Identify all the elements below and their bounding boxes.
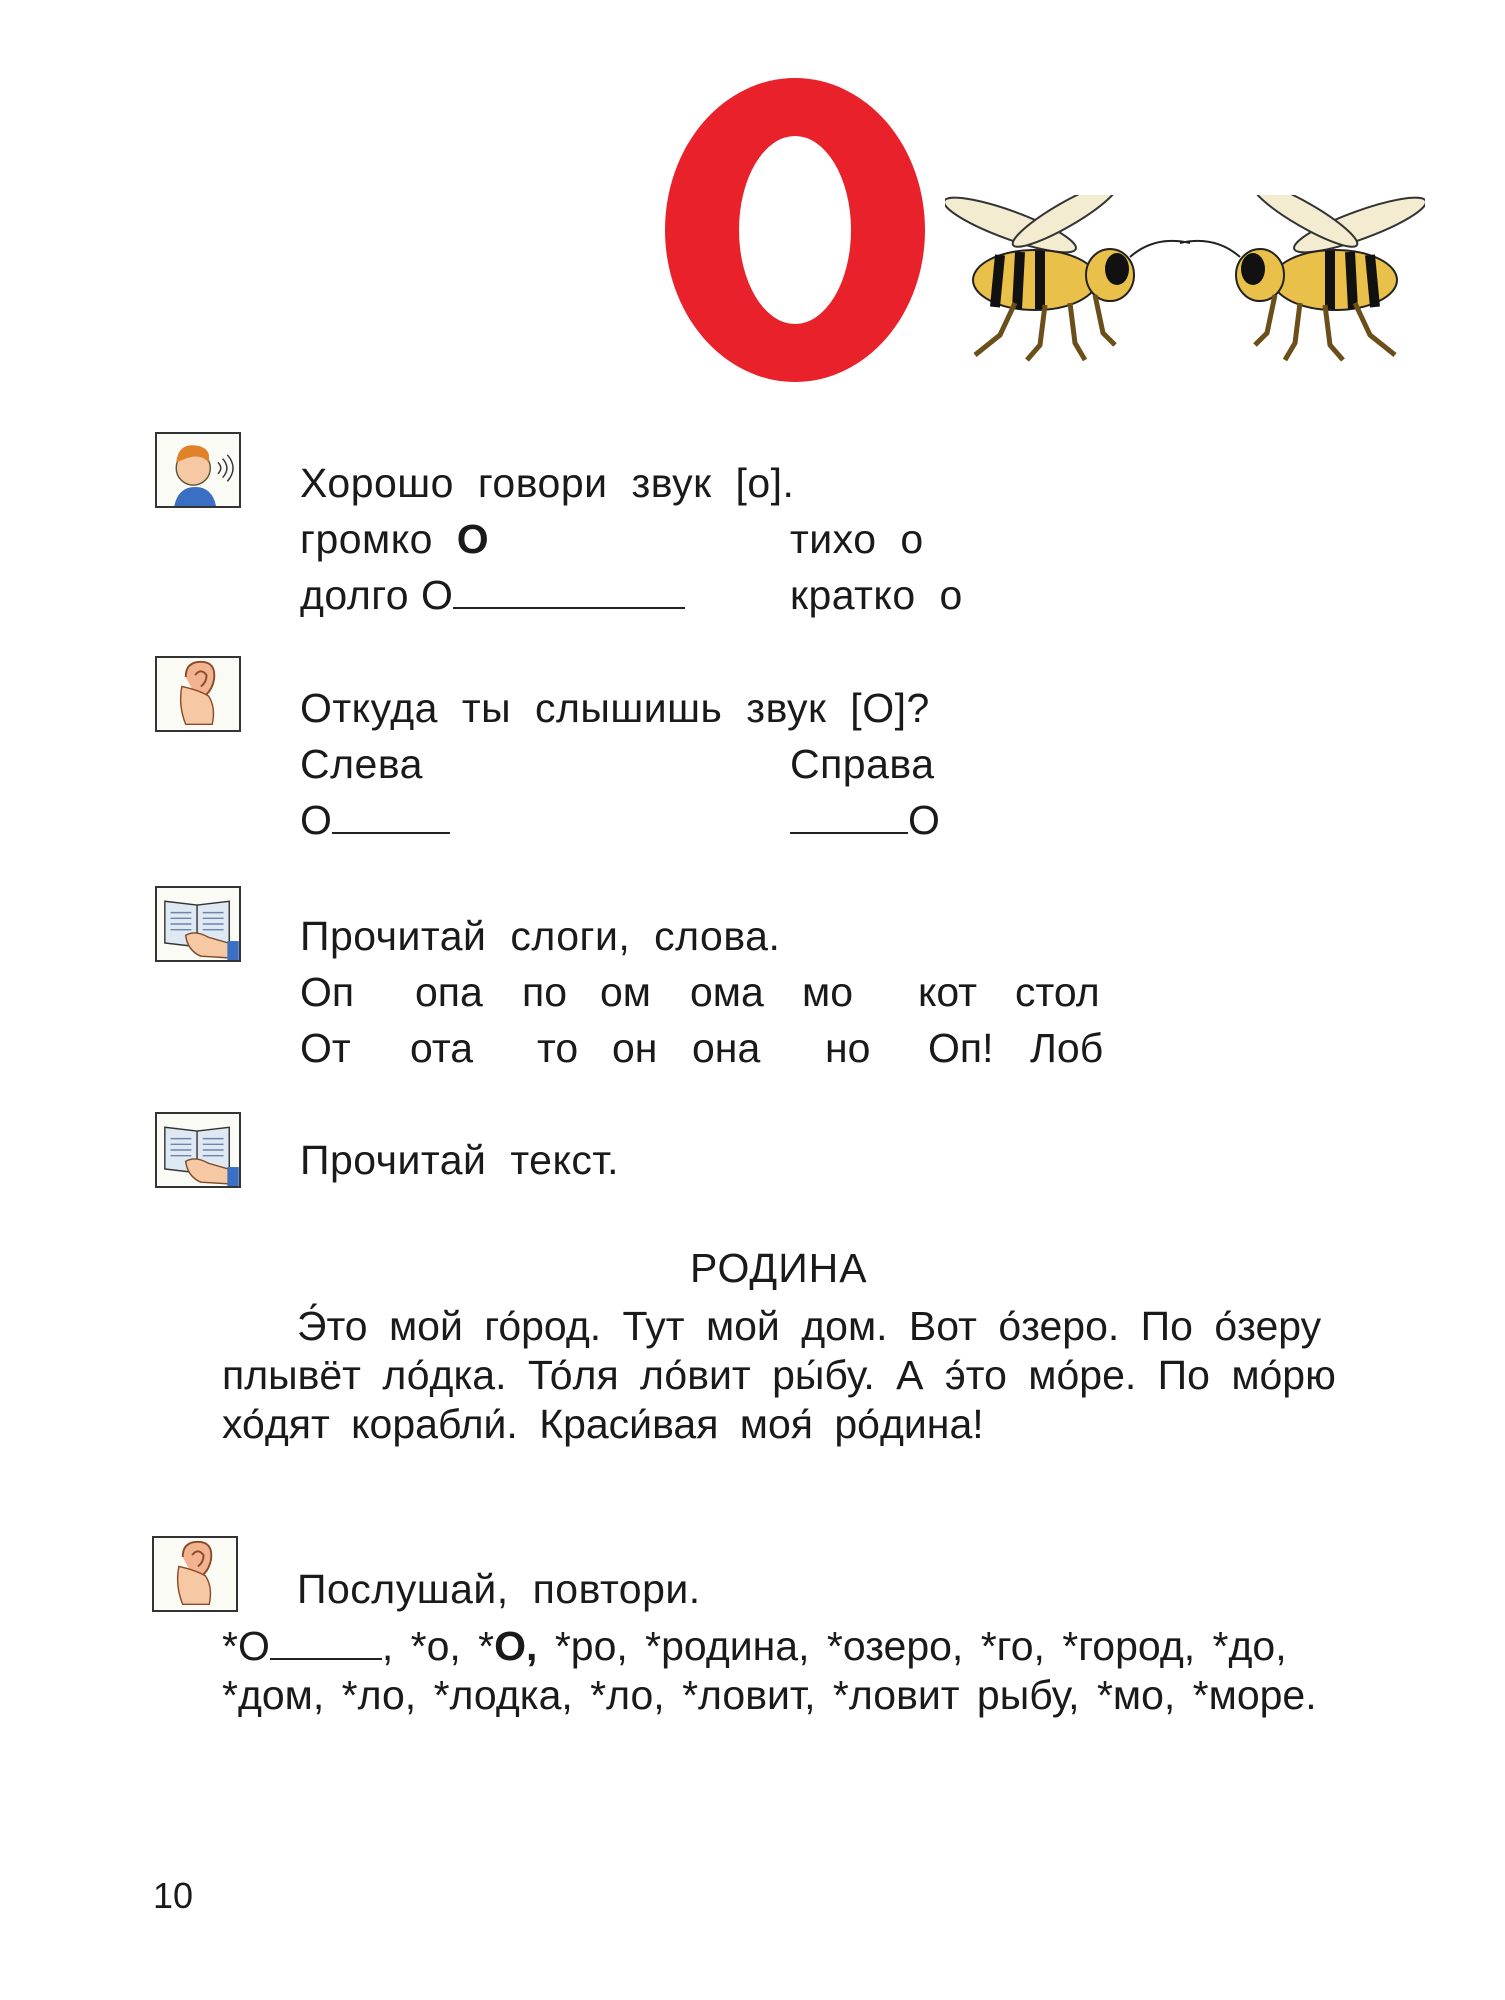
loud-letter: О bbox=[456, 516, 490, 562]
syllable: она bbox=[692, 1025, 761, 1071]
ear-icon bbox=[155, 656, 241, 732]
story-title: РОДИНА bbox=[690, 1245, 868, 1291]
left-sound-line bbox=[300, 796, 450, 844]
repeat-rest: *ро, *родина, *озеро, *го, *город, *до, *дом, *ло, *лодка, *ло, *ловит, *ловит рыбу, *мо, *море. bbox=[222, 1623, 1317, 1718]
syllable: От bbox=[300, 1025, 351, 1071]
section5-instruction: Послушай, повтори. bbox=[297, 1566, 701, 1612]
long-label: долго О bbox=[300, 572, 454, 618]
reading-book-icon bbox=[155, 1112, 241, 1188]
left-letter: О bbox=[300, 797, 333, 843]
repeat-after-blank: , *о, * bbox=[381, 1623, 495, 1669]
reading-book-icon bbox=[155, 886, 241, 962]
syllable: по bbox=[522, 969, 568, 1015]
word: стол bbox=[1015, 969, 1100, 1015]
right-letter: О bbox=[908, 797, 941, 843]
repeat-first: *О bbox=[222, 1623, 270, 1669]
ear-icon bbox=[152, 1536, 238, 1612]
repeat-blank bbox=[270, 1628, 382, 1660]
syllable: ома bbox=[690, 969, 764, 1015]
section1-instruction: Хорошо говори звук [о]. bbox=[300, 460, 795, 506]
right-label: Справа bbox=[790, 741, 935, 787]
syllable: ом bbox=[600, 969, 651, 1015]
word: кот bbox=[918, 969, 978, 1015]
bee-left-icon bbox=[945, 195, 1190, 360]
left-label: Слева bbox=[300, 741, 423, 787]
loud-line bbox=[300, 515, 489, 563]
left-blank bbox=[332, 802, 450, 834]
bee-right-icon bbox=[1180, 195, 1425, 360]
word: Лоб bbox=[1030, 1025, 1104, 1071]
short-line: кратко о bbox=[790, 572, 963, 618]
page-number: 10 bbox=[153, 1875, 194, 1916]
repeat-bold-letter: О, bbox=[494, 1623, 538, 1669]
long-blank bbox=[453, 577, 685, 609]
syllable: он bbox=[612, 1025, 658, 1071]
story-text bbox=[222, 1302, 1392, 1449]
section4-instruction: Прочитай текст. bbox=[300, 1137, 619, 1183]
syllable: ота bbox=[410, 1025, 474, 1071]
section3-instruction: Прочитай слоги, слова. bbox=[300, 913, 781, 959]
bees-illustration bbox=[945, 195, 1425, 375]
big-letter-o bbox=[655, 70, 935, 390]
repeat-list bbox=[222, 1622, 1397, 1720]
speaking-boy-icon bbox=[155, 432, 241, 508]
right-blank bbox=[790, 802, 908, 834]
quiet-line: тихо о bbox=[790, 516, 924, 562]
syllable: опа bbox=[415, 969, 483, 1015]
syllable: то bbox=[537, 1025, 579, 1071]
syllable: Оп bbox=[300, 969, 355, 1015]
syllable: мо bbox=[802, 969, 853, 1015]
word: Оп! bbox=[928, 1025, 994, 1071]
loud-label: громко bbox=[300, 516, 433, 562]
syllable-row-1 bbox=[0, 968, 1505, 1016]
long-line bbox=[300, 571, 685, 619]
syllable: но bbox=[825, 1025, 871, 1071]
story-paragraph: Э́то мой го́род. Тут мой дом. Вот о́зеро. По о́зеру плывёт ло́дка. То́ля ло́вит ры́бу. А э́то мо́ре. По мо́рю хо́дят корабли́. Краси́вая моя́ ро́дина! bbox=[222, 1303, 1336, 1447]
right-sound-line bbox=[790, 796, 940, 844]
section2-instruction: Откуда ты слышишь звук [О]? bbox=[300, 685, 930, 731]
syllable-row-2 bbox=[0, 1024, 1505, 1072]
